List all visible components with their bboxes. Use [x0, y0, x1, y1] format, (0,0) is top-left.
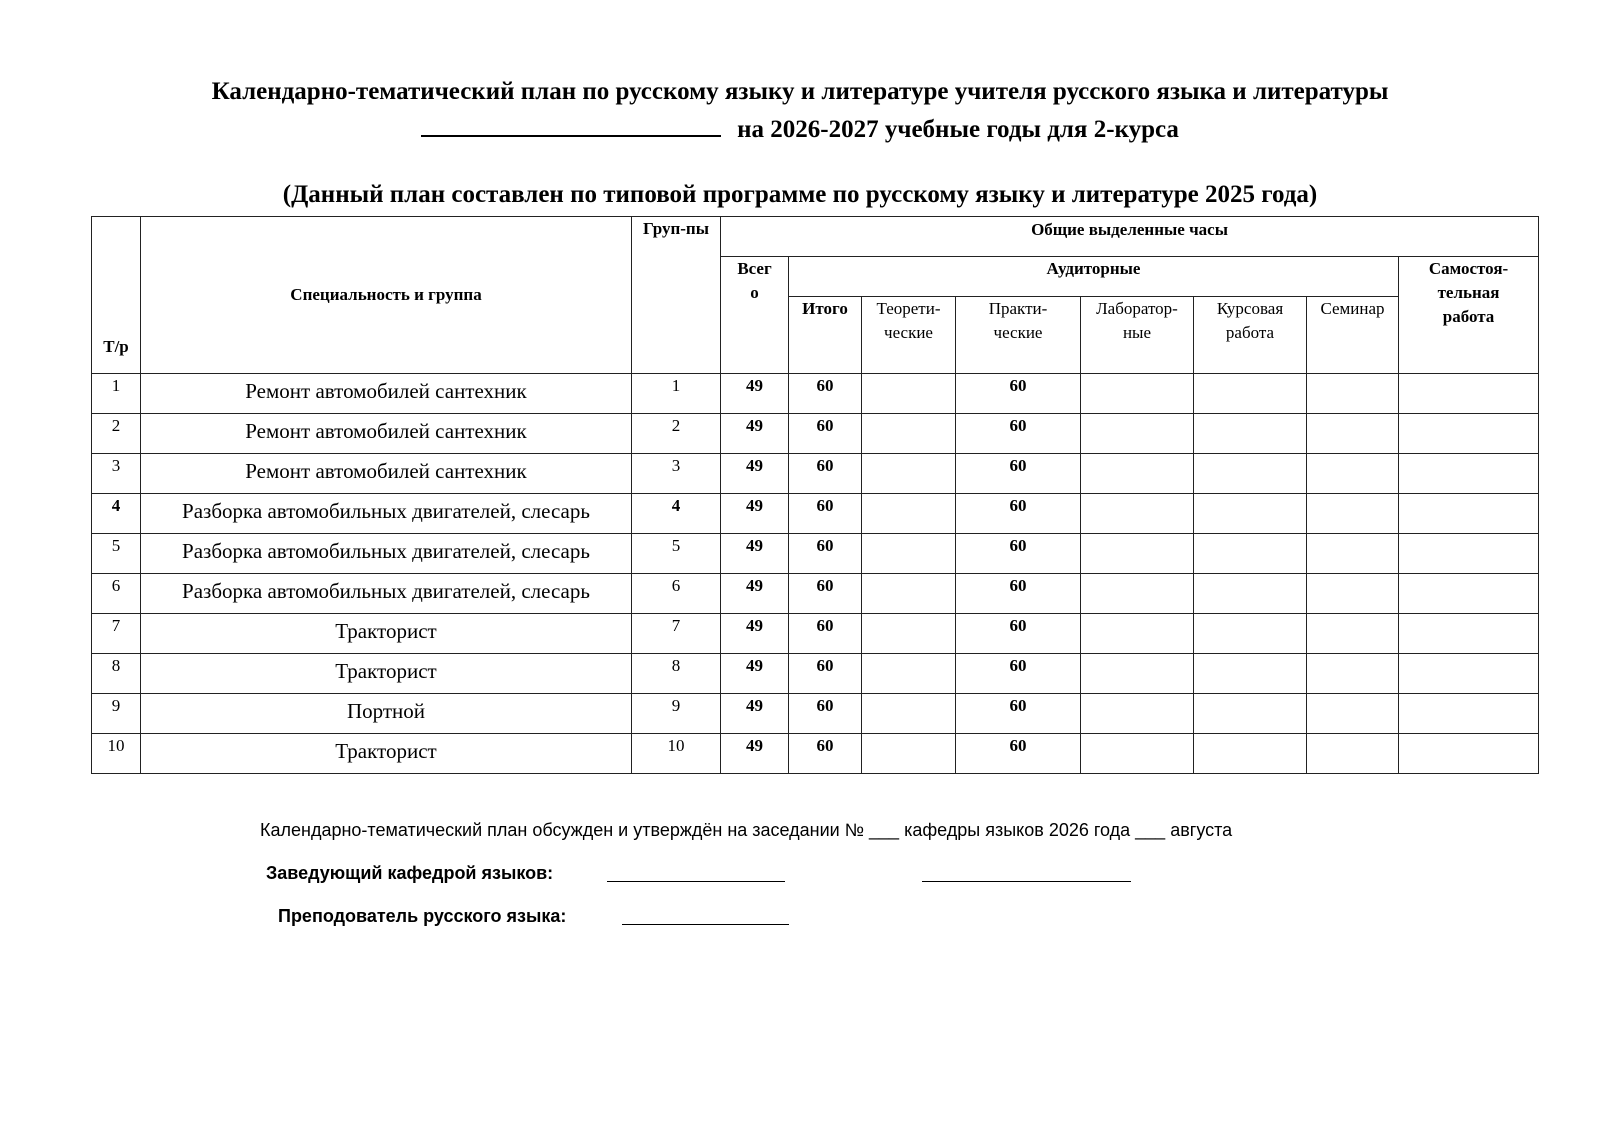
table-row — [92, 734, 1539, 774]
row-all: 49 — [721, 534, 789, 574]
header-auditory: Аудиторные — [789, 257, 1399, 297]
table-row — [92, 614, 1539, 654]
row-all: 49 — [721, 614, 789, 654]
table-row — [92, 574, 1539, 614]
header-all: Всег о — [721, 257, 789, 374]
teacher-name-blank — [421, 109, 721, 137]
row-number: 7 — [92, 614, 141, 654]
row-itogo: 60 — [789, 494, 862, 534]
row-theory — [862, 654, 956, 694]
row-theory — [862, 574, 956, 614]
table-row — [92, 694, 1539, 734]
row-lab — [1081, 494, 1194, 534]
row-self — [1399, 654, 1539, 694]
title-line-2-text: на 2026-2027 учебные годы для 2-курса — [737, 116, 1179, 143]
row-lab — [1081, 454, 1194, 494]
row-course — [1194, 414, 1307, 454]
row-lab — [1081, 374, 1194, 414]
row-all: 49 — [721, 734, 789, 774]
row-seminar — [1307, 734, 1399, 774]
plan-table — [91, 216, 1539, 774]
approval-text: Календарно-тематический план обсужден и утверждён на заседании № ___ кафедры языков 2026 года ___ августа — [260, 820, 1233, 840]
row-itogo: 60 — [789, 694, 862, 734]
header-groups: Груп-пы — [632, 217, 721, 374]
row-specialty: Ремонт автомобилей сантехник — [141, 454, 632, 494]
header-seminar: Семинар — [1307, 297, 1399, 374]
row-group: 6 — [632, 574, 721, 614]
row-specialty: Портной — [141, 694, 632, 734]
row-all: 49 — [721, 694, 789, 734]
row-group: 1 — [632, 374, 721, 414]
header-itogo: Итого — [789, 297, 862, 374]
row-itogo: 60 — [789, 374, 862, 414]
header-total-hours: Общие выделенные часы — [721, 217, 1539, 257]
head-signature-line — [607, 881, 785, 882]
row-course — [1194, 454, 1307, 494]
table-row — [92, 414, 1539, 454]
row-all: 49 — [721, 414, 789, 454]
row-practice: 60 — [956, 574, 1081, 614]
teacher-label: Преподователь русского языка: — [278, 906, 567, 926]
row-group: 9 — [632, 694, 721, 734]
row-specialty: Тракторист — [141, 614, 632, 654]
row-lab — [1081, 614, 1194, 654]
row-group: 10 — [632, 734, 721, 774]
row-practice: 60 — [956, 534, 1081, 574]
row-itogo: 60 — [789, 574, 862, 614]
row-course — [1194, 654, 1307, 694]
header-practice: Практи-ческие — [956, 297, 1081, 374]
row-self — [1399, 614, 1539, 654]
row-practice: 60 — [956, 654, 1081, 694]
row-course — [1194, 734, 1307, 774]
row-lab — [1081, 414, 1194, 454]
row-lab — [1081, 734, 1194, 774]
title-line-2 — [90, 109, 1510, 147]
row-practice: 60 — [956, 694, 1081, 734]
teacher-signature-line — [622, 924, 789, 925]
row-seminar — [1307, 574, 1399, 614]
row-theory — [862, 734, 956, 774]
row-itogo: 60 — [789, 414, 862, 454]
row-itogo: 60 — [789, 454, 862, 494]
row-specialty: Разборка автомобильных двигателей, слесарь — [141, 534, 632, 574]
row-practice: 60 — [956, 414, 1081, 454]
row-course — [1194, 614, 1307, 654]
row-lab — [1081, 534, 1194, 574]
row-theory — [862, 534, 956, 574]
row-number: 2 — [92, 414, 141, 454]
row-course — [1194, 694, 1307, 734]
row-practice: 60 — [956, 734, 1081, 774]
row-self — [1399, 414, 1539, 454]
row-lab — [1081, 694, 1194, 734]
row-itogo: 60 — [789, 534, 862, 574]
row-number: 10 — [92, 734, 141, 774]
header-self-work: Самостоя-тельная работа — [1399, 257, 1539, 374]
row-theory — [862, 374, 956, 414]
row-course — [1194, 494, 1307, 534]
header-theory: Теорети-ческие — [862, 297, 956, 374]
row-specialty: Разборка автомобильных двигателей, слесарь — [141, 494, 632, 534]
row-self — [1399, 454, 1539, 494]
row-all: 49 — [721, 374, 789, 414]
row-number: 1 — [92, 374, 141, 414]
header-coursework: Курсовая работа — [1194, 297, 1307, 374]
row-group: 2 — [632, 414, 721, 454]
row-practice: 60 — [956, 374, 1081, 414]
row-seminar — [1307, 534, 1399, 574]
row-specialty: Ремонт автомобилей сантехник — [141, 374, 632, 414]
row-seminar — [1307, 614, 1399, 654]
row-number: 9 — [92, 694, 141, 734]
row-specialty: Тракторист — [141, 654, 632, 694]
header-tr: Т/р — [92, 217, 141, 374]
row-practice: 60 — [956, 614, 1081, 654]
row-all: 49 — [721, 574, 789, 614]
row-self — [1399, 574, 1539, 614]
row-seminar — [1307, 654, 1399, 694]
table-row — [92, 454, 1539, 494]
row-seminar — [1307, 494, 1399, 534]
document-title — [90, 74, 1510, 147]
row-group: 4 — [632, 494, 721, 534]
header-specialty: Специальность и группа — [141, 217, 632, 374]
title-line-1: Календарно-тематический план по русскому языку и литературе учителя русского языка и литературы — [211, 78, 1389, 105]
row-all: 49 — [721, 494, 789, 534]
table-row — [92, 374, 1539, 414]
row-seminar — [1307, 414, 1399, 454]
row-itogo: 60 — [789, 734, 862, 774]
row-self — [1399, 694, 1539, 734]
row-practice: 60 — [956, 494, 1081, 534]
row-all: 49 — [721, 654, 789, 694]
row-group: 8 — [632, 654, 721, 694]
row-self — [1399, 734, 1539, 774]
row-course — [1194, 374, 1307, 414]
row-number: 3 — [92, 454, 141, 494]
row-specialty: Ремонт автомобилей сантехник — [141, 414, 632, 454]
document-subtitle: (Данный план составлен по типовой программе по русскому языку и литературе 2025 года) — [282, 181, 1318, 208]
row-course — [1194, 574, 1307, 614]
row-lab — [1081, 654, 1194, 694]
row-self — [1399, 494, 1539, 534]
header-lab: Лаборатор-ные — [1081, 297, 1194, 374]
table-row — [92, 494, 1539, 534]
row-specialty: Тракторист — [141, 734, 632, 774]
row-theory — [862, 454, 956, 494]
row-self — [1399, 374, 1539, 414]
row-all: 49 — [721, 454, 789, 494]
row-theory — [862, 494, 956, 534]
row-group: 7 — [632, 614, 721, 654]
row-seminar — [1307, 694, 1399, 734]
row-number: 5 — [92, 534, 141, 574]
row-itogo: 60 — [789, 614, 862, 654]
row-number: 8 — [92, 654, 141, 694]
head-of-department-label: Заведующий кафедрой языков: — [266, 863, 554, 883]
table-row — [92, 534, 1539, 574]
row-practice: 60 — [956, 454, 1081, 494]
row-self — [1399, 534, 1539, 574]
row-course — [1194, 534, 1307, 574]
row-specialty: Разборка автомобильных двигателей, слесарь — [141, 574, 632, 614]
row-theory — [862, 414, 956, 454]
row-number: 4 — [92, 494, 141, 534]
row-theory — [862, 614, 956, 654]
row-seminar — [1307, 454, 1399, 494]
row-itogo: 60 — [789, 654, 862, 694]
header-row-1 — [92, 217, 1539, 257]
row-theory — [862, 694, 956, 734]
table-row — [92, 654, 1539, 694]
row-seminar — [1307, 374, 1399, 414]
row-lab — [1081, 574, 1194, 614]
row-group: 3 — [632, 454, 721, 494]
head-name-line — [922, 881, 1131, 882]
row-group: 5 — [632, 534, 721, 574]
row-number: 6 — [92, 574, 141, 614]
